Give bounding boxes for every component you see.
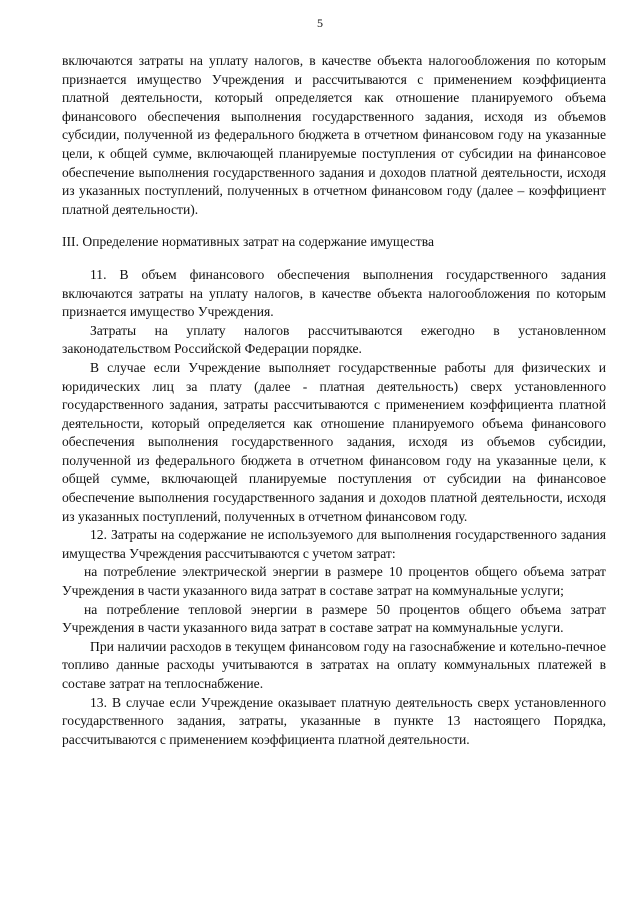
list-item-heat: на потребление тепловой энергии в размере 50 процентов общего объема затрат Учреждения в части указанного вида затрат в составе затрат на коммунальные услуги. [62,601,606,636]
paragraph-tax-calc: Затраты на уплату налогов рассчитываются ежегодно в установленном законодательством Российской Федерации порядке. [62,322,606,357]
paragraph-11: 11. В объем финансового обеспечения выполнения государственного задания включаются затраты на уплату налогов, в качестве объекта налогообложения по которым признается имущество Учреждения. [62,266,606,320]
paragraph-gas-supply: При наличии расходов в текущем финансовом году на газоснабжение и котельно-печное топливо данные расходы учитываются в затратах на оплату коммунальных платежей в составе затрат на теплоснабжение. [62,638,606,691]
paragraph-13: 13. В случае если Учреждение оказывает платную деятельность сверх установленного государственного задания, затраты, указанные в пункте 13 настоящего Порядка, рассчитываются с применением коэффициента платной деятельности. [62,694,606,747]
list-item-electricity: на потребление электрической энергии в размере 10 процентов общего объема затрат Учреждения в части указанного вида затрат в составе затрат на коммунальные услуги; [62,564,606,599]
paragraph-continuation: включаются затраты на уплату налогов, в качестве объекта налогообложения по которым признается имущество Учреждения и рассчитываются с применением коэффициента платной деятельности, который определяется как отношение планируемого объема финансового обеспечения выполнения государственного задания, исходя из объемов субсидии, полученной из федерального бюджета в отчетном финансовом году на указанные цели, к общей сумме, включающей планируемые поступления от субсидии на финансовое обеспечение выполнения государственного задания и доходов платной деятельности, исходя из указанных поступлений, полученных в отчетном финансовом году (далее – коэффициент платной деятельности). [62,53,606,217]
page-number: 5 [317,16,323,30]
section-heading: III. Определение нормативных затрат на содержание имущества [62,234,434,250]
paragraph-12: 12. Затраты на содержание не используемого для выполнения государственного задания имущества Учреждения рассчитываются с учетом затрат: [62,527,606,561]
document-body [62,52,606,749]
paragraph-paid-activity: В случае если Учреждение выполняет государственные работы для физических и юридических лиц за плату (далее - платная деятельность) сверх установленного государственного задания, затраты рассчитываются с применением коэффициента платной деятельности, который определяется как отношение планируемого объема финансового обеспечения выполнения государственного задания, исходя из объемов субсидии, полученной из федерального бюджета в отчетном финансовом году на указанные цели, к общей сумме, включающей планируемые поступления от субсидии на финансовое обеспечение выполнения государственного задания и доходов платной деятельности, исходя из указанных поступлений, полученных в отчетном финансовом году. [62,359,606,524]
